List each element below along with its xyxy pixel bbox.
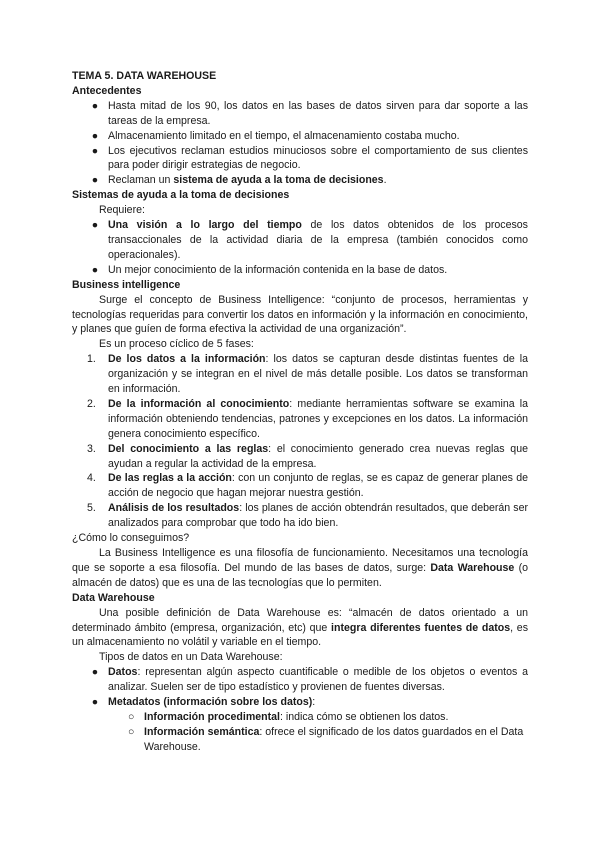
heading-antecedentes: Antecedentes <box>72 84 142 97</box>
bullet-icon: ● <box>91 263 99 276</box>
phase-item: 2. De la información al conocimiento: mediante herramientas software se examina la información obteniendo tendencias, patrones y excepciones en los datos. La información genera conocimiento específico. <box>87 397 528 440</box>
bullet-icon: ● <box>91 99 99 112</box>
bullet-icon: ● <box>91 174 99 187</box>
phase-item: 1. De los datos a la información: los datos se capturan desde distintas fuentes de la organización y se integran en el nivel de más detalle posible. Los datos se transforman en información. <box>87 353 529 396</box>
list-item: ● Una visión a lo largo del tiempo de los datos obtenidos de los procesos transaccionales de la actividad diaria de la empresa (también conocidos como operacionales). <box>72 218 528 263</box>
phase-number: 3. <box>87 442 96 455</box>
phase-item: 4. De las reglas a la acción: con un conjunto de reglas, se es capaz de generar planes de acción de negocio que hagan mejorar nuestra gestión. <box>87 472 528 500</box>
phase-number: 1. <box>87 353 96 366</box>
heading-business-intelligence: Business intelligence <box>72 278 181 291</box>
tipos-label: Tipos de datos en un Data Warehouse: <box>99 651 283 664</box>
document-page <box>72 69 528 755</box>
phase-number: 5. <box>87 502 96 515</box>
list-item: ● Un mejor conocimiento de la información contenida en la base de datos. <box>72 263 528 278</box>
dw-definition: Una posible definición de Data Warehouse es: “almacén de datos orientado a un determinado ámbito (empresa, organización, etc) que integra diferentes fuentes de datos, es un almacenamiento no volátil y variable en el tiempo. <box>72 606 528 649</box>
sub-list-item: ○ Información semántica: ofrece el significado de los datos guardados en el Data Warehouse. <box>128 725 524 753</box>
sistemas-list <box>72 218 528 278</box>
document-title: TEMA 5. DATA WAREHOUSE <box>72 70 217 82</box>
list-item: ● Datos: representan algún aspecto cuantificable o medible de los objetos o eventos a analizar. Suelen ser de tipo estadístico y provienen de fuentes diversas. <box>72 665 528 695</box>
heading-data-warehouse: Data Warehouse <box>72 591 155 604</box>
antecedentes-list <box>72 99 528 188</box>
como-paragraph: La Business Intelligence es una filosofía de funcionamiento. Necesitamos una tecnología que se soporte a esa filosofía. Del mundo de las bases de datos, surge: Data Warehouse (o almacén de datos) que es una de las tecnologías que lo permiten. <box>72 547 529 589</box>
metadatos-sublist <box>72 710 528 755</box>
list-item: ● Metadatos (información sobre los datos): <box>72 695 528 710</box>
list-item: ● Los ejecutivos reclaman estudios minuciosos sobre el comportamiento de sus clientes para poder dirigir estrategias de negocio. <box>72 144 528 174</box>
list-item: ● Hasta mitad de los 90, los datos en las bases de datos sirven para dar soporte a las tareas de la empresa. <box>72 99 528 129</box>
list-item: ● Reclaman un sistema de ayuda a la toma de decisiones. <box>72 173 528 188</box>
phase-item: 3. Del conocimiento a las reglas: el conocimiento generado crea nuevas reglas que ayudan a regular la actividad de la empresa. <box>87 442 528 470</box>
phase-number: 4. <box>87 472 96 485</box>
bullet-icon: ● <box>91 144 99 157</box>
question-como: ¿Cómo lo conseguimos? <box>72 532 190 545</box>
bullet-icon: ● <box>91 696 99 709</box>
bullet-icon: ● <box>91 666 99 679</box>
heading-sistemas: Sistemas de ayuda a la toma de decisiones <box>72 189 290 202</box>
sub-list-item: ○ Información procedimental: indica cómo se obtienen los datos. <box>128 710 449 723</box>
phase-item: 5. Análisis de los resultados: los planes de acción obtendrán resultados, que deberán ser analizados para comprobar que todo ha ido bien. <box>87 502 529 530</box>
tipos-list <box>72 665 528 710</box>
list-item: ● Almacenamiento limitado en el tiempo, el almacenamiento costaba mucho. <box>72 129 528 144</box>
phases-list <box>72 352 528 531</box>
requiere-label: Requiere: <box>99 204 145 217</box>
bullet-icon: ● <box>91 219 99 232</box>
bi-paragraph: Surge el concepto de Business Intelligence: “conjunto de procesos, herramientas y tecnologías requeridas para convertir los datos en información y la información en conocimiento, y planes que guíen de forma efectiva la actividad de una organización”. <box>72 293 528 336</box>
circle-bullet-icon: ○ <box>128 710 135 723</box>
bullet-icon: ● <box>91 129 99 142</box>
ciclo-paragraph: Es un proceso cíclico de 5 fases: <box>99 338 254 351</box>
circle-bullet-icon: ○ <box>128 725 135 738</box>
phase-number: 2. <box>87 397 96 410</box>
